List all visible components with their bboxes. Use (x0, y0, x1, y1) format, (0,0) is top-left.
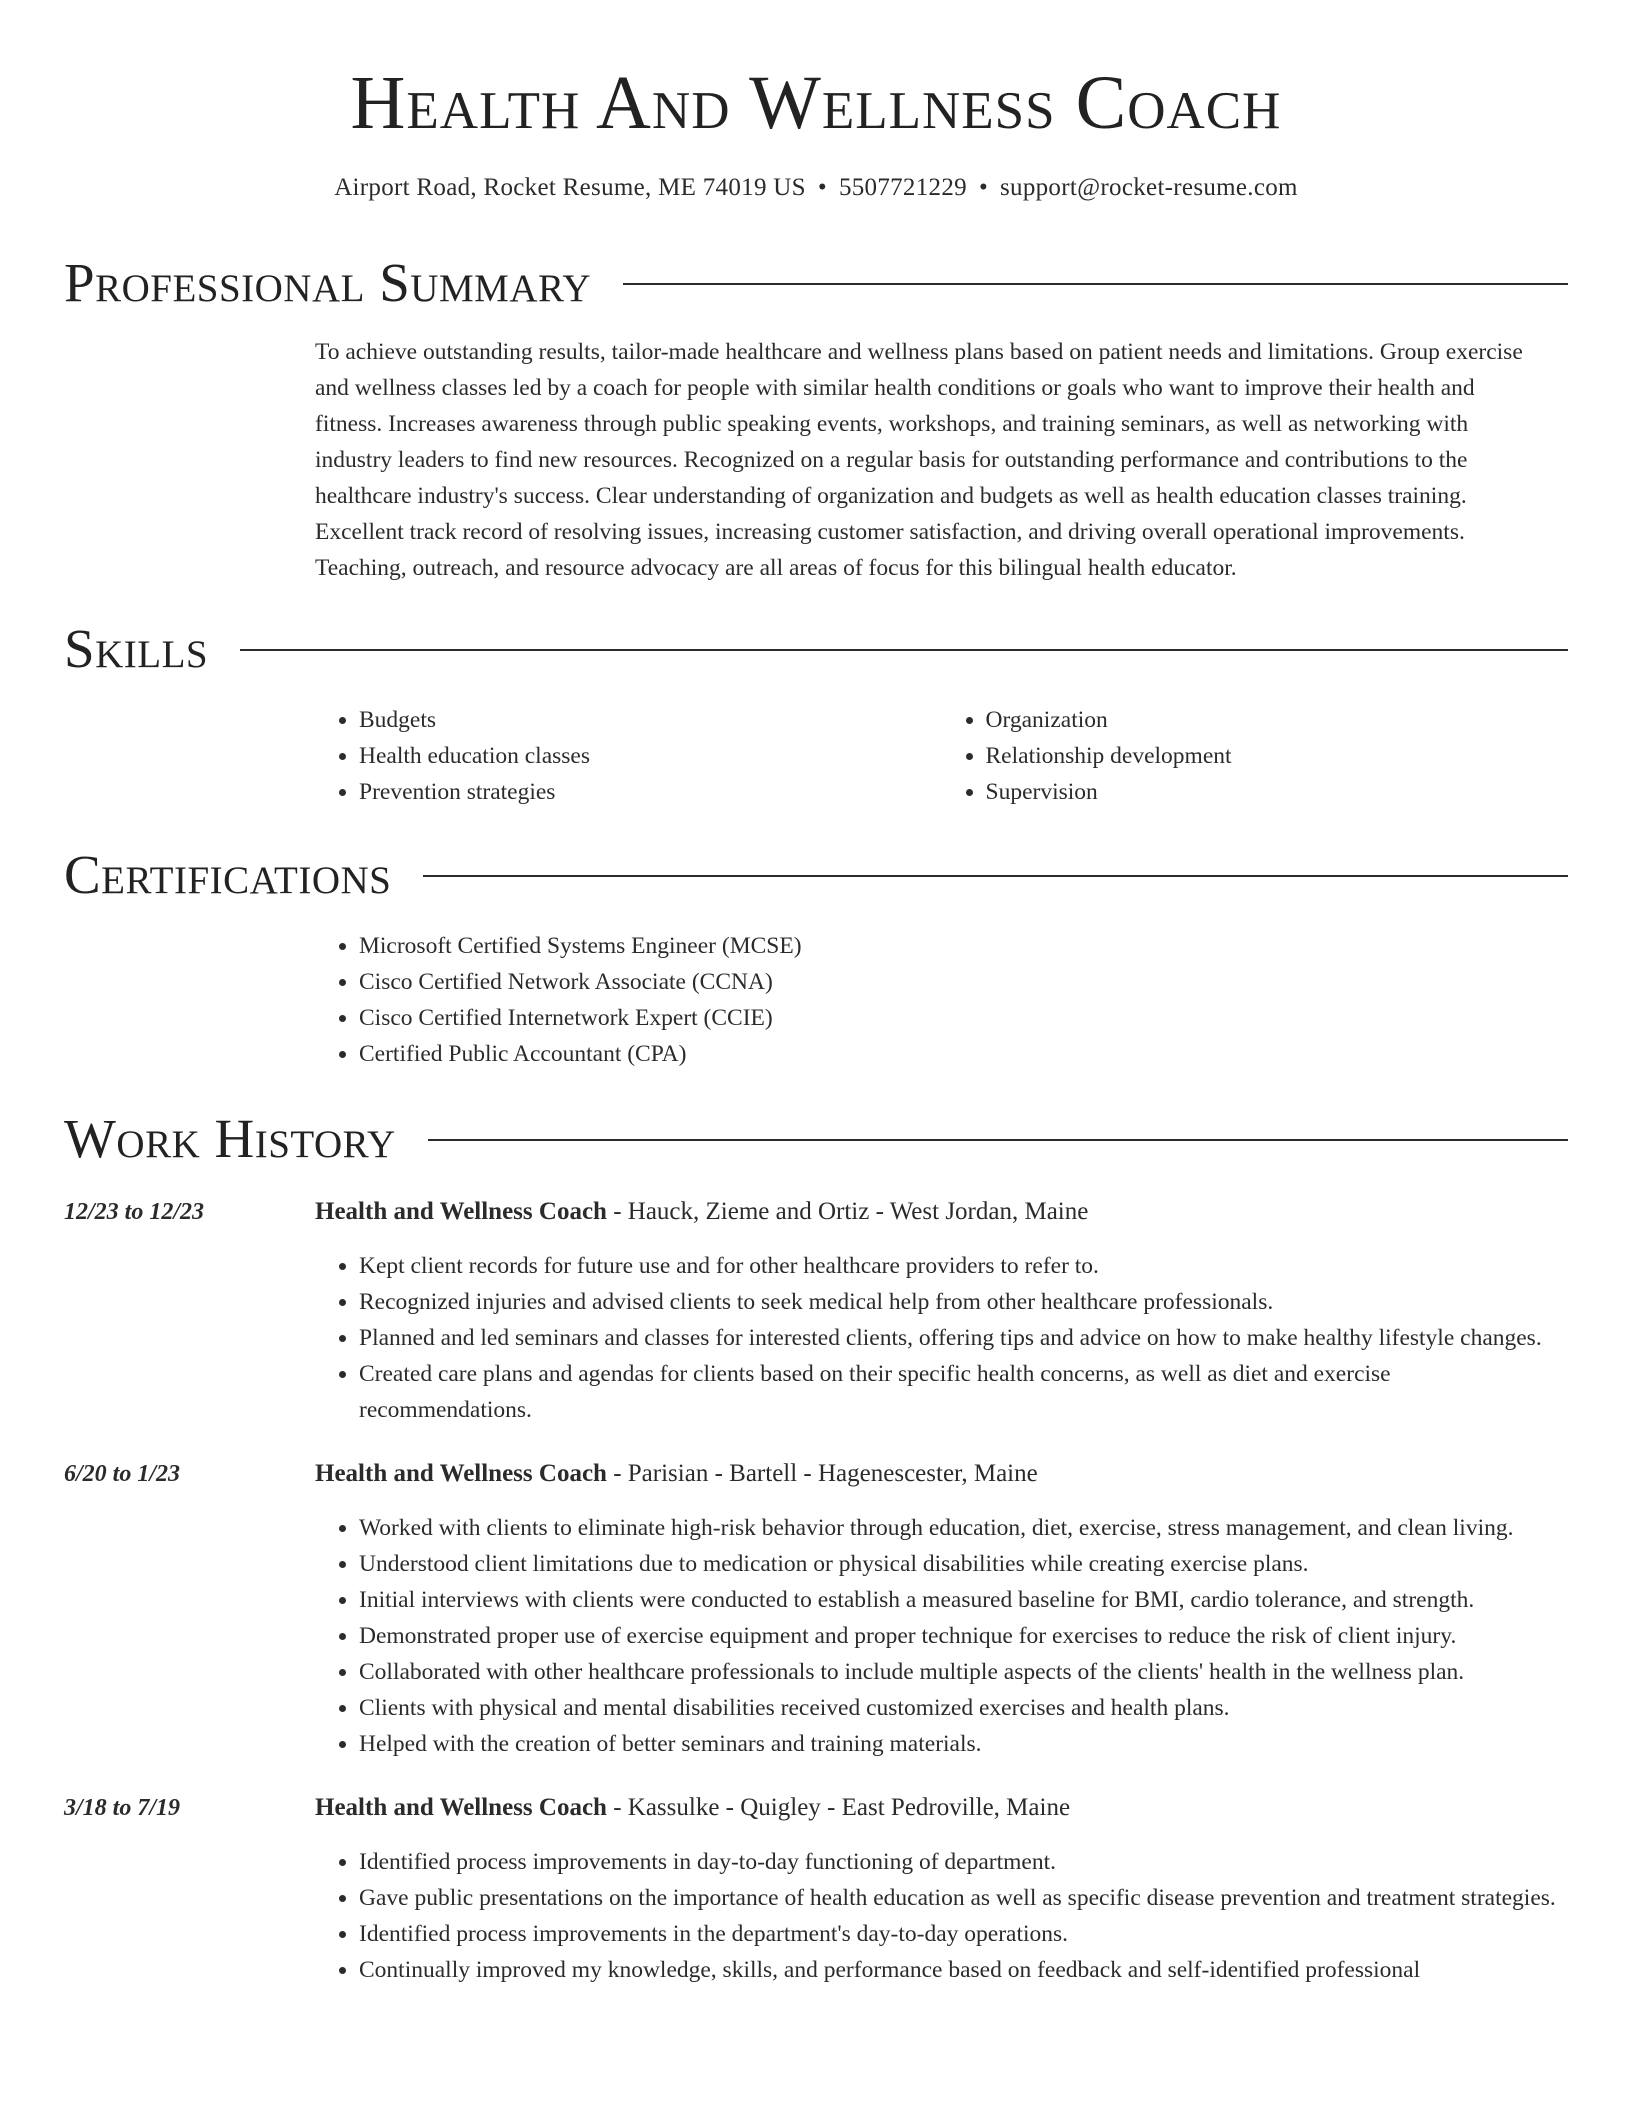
summary-text: To achieve outstanding results, tailor-made healthcare and wellness plans based on patient needs and limitations. Group exercise and wellness classes led by a coach for people with similar health conditions or goals who want to improve their health and fitness. Increases awareness through public speaking events, workshops, and training seminars, as well as networking with industry leaders to find new resources. Recognized on a regular basis for outstanding performance and contributions to the healthcare industry's success. Clear understanding of organization and budgets as well as health education classes training. Excellent track record of resolving issues, increasing customer satisfaction, and driving overall operational improvements. Teaching, outreach, and resource advocacy are all areas of focus for this bilingual health educator. (315, 339, 1523, 581)
skills-column-left (315, 702, 942, 810)
resume-page (64, 0, 1568, 1988)
section-title-summary: Professional Summary (64, 252, 592, 313)
skills-column-right (942, 702, 1569, 810)
job-bullet: • Created care plans and agendas for clients based on their specific health concerns, as well as diet and exercise recommendations. (359, 1356, 1558, 1428)
candidate-name: Health And Wellness Coach (350, 61, 1282, 145)
certification-item: • Cisco Certified Internetwork Expert (CCIE) (359, 1000, 1568, 1036)
skill-item: • Health education classes (359, 738, 942, 774)
job-dates: 6/20 to 1/23 (64, 1461, 181, 1487)
skill-item: • Budgets (359, 702, 942, 738)
job-employer: - Hauck, Zieme and Ortiz - West Jordan, Maine (606, 1198, 1089, 1225)
job-bullet: • Collaborated with other healthcare professionals to include multiple aspects of the clients' health in the wellness plan. (359, 1654, 1558, 1690)
job-bullet: • Clients with physical and mental disabilities received customized exercises and health plans. (359, 1690, 1558, 1726)
contact-address: Airport Road, Rocket Resume, ME 74019 US (334, 174, 806, 201)
job-body (315, 1456, 1568, 1762)
certification-item: • Microsoft Certified Systems Engineer (MCSE) (359, 928, 1568, 964)
job-title: Health and Wellness Coach (315, 1198, 607, 1225)
job-entry (64, 1456, 1568, 1762)
certification-item: • Cisco Certified Network Associate (CCNA) (359, 964, 1568, 1000)
job-bullet: • Identified process improvements in the department's day-to-day operations. (359, 1916, 1558, 1952)
job-bullet: • Understood client limitations due to medication or physical disabilities while creating exercise plans. (359, 1546, 1558, 1582)
skill-item: • Organization (986, 702, 1569, 738)
job-dates: 12/23 to 12/23 (64, 1199, 205, 1225)
certification-item: • Certified Public Accountant (CPA) (359, 1036, 1568, 1072)
job-body (315, 1790, 1568, 1988)
contact-phone: 5507721229 (838, 174, 967, 201)
section-divider (423, 875, 1568, 877)
job-bullets (315, 1248, 1568, 1428)
contact-email[interactable]: support@rocket-resume.com (1000, 174, 1298, 201)
section-divider (623, 283, 1568, 285)
job-bullet: • Gave public presentations on the importance of health education as well as specific disease prevention and treatment strategies. (359, 1880, 1558, 1916)
job-bullet: • Planned and led seminars and classes for interested clients, offering tips and advice on how to make healthy lifestyle changes. (359, 1320, 1558, 1356)
job-title-line (315, 1194, 1568, 1230)
job-bullet: • Kept client records for future use and for other healthcare providers to refer to. (359, 1248, 1558, 1284)
contact-line (64, 170, 1568, 206)
job-bullet: • Demonstrated proper use of exercise equipment and proper technique for exercises to reduce the risk of client injury. (359, 1618, 1558, 1654)
job-entry (64, 1194, 1568, 1428)
section-header-work-history (64, 1106, 1568, 1172)
job-bullet: • Recognized injuries and advised clients to seek medical help from other healthcare professionals. (359, 1284, 1558, 1320)
section-title-work-history: Work History (64, 1108, 396, 1169)
skill-item: • Relationship development (986, 738, 1569, 774)
skill-item: • Prevention strategies (359, 774, 942, 810)
job-bullet: • Continually improved my knowledge, skills, and performance based on feedback and self-identified professional (359, 1952, 1558, 1988)
job-bullet: • Worked with clients to eliminate high-risk behavior through education, diet, exercise, stress management, and clean living. (359, 1510, 1558, 1546)
job-dates: 3/18 to 7/19 (64, 1795, 181, 1821)
job-title: Health and Wellness Coach (315, 1460, 607, 1487)
job-title-line (315, 1456, 1568, 1492)
job-employer: - Parisian - Bartell - Hagenescester, Maine (606, 1460, 1038, 1487)
job-body (315, 1194, 1568, 1428)
section-divider (428, 1139, 1568, 1141)
contact-separator: • (817, 174, 827, 201)
section-divider (240, 649, 1568, 651)
job-bullet: • Helped with the creation of better seminars and training materials. (359, 1726, 1558, 1762)
job-title: Health and Wellness Coach (315, 1794, 607, 1821)
certifications-list (315, 928, 1568, 1072)
section-header-summary (64, 250, 1568, 316)
job-bullet: • Identified process improvements in day-to-day functioning of department. (359, 1844, 1558, 1880)
job-bullets (315, 1510, 1568, 1762)
contact-separator: • (978, 174, 988, 201)
section-header-certifications (64, 842, 1568, 908)
job-title-line (315, 1790, 1568, 1826)
section-title-skills: Skills (64, 618, 209, 679)
job-bullets (315, 1844, 1568, 1988)
section-header-skills (64, 616, 1568, 682)
skills-grid (315, 702, 1568, 810)
job-employer: - Kassulke - Quigley - East Pedroville, Maine (606, 1794, 1071, 1821)
section-title-certifications: Certifications (64, 844, 392, 905)
skill-item: • Supervision (986, 774, 1569, 810)
job-bullet: • Initial interviews with clients were conducted to establish a measured baseline for BMI, cardio tolerance, and strength. (359, 1582, 1558, 1618)
job-entry (64, 1790, 1568, 1988)
